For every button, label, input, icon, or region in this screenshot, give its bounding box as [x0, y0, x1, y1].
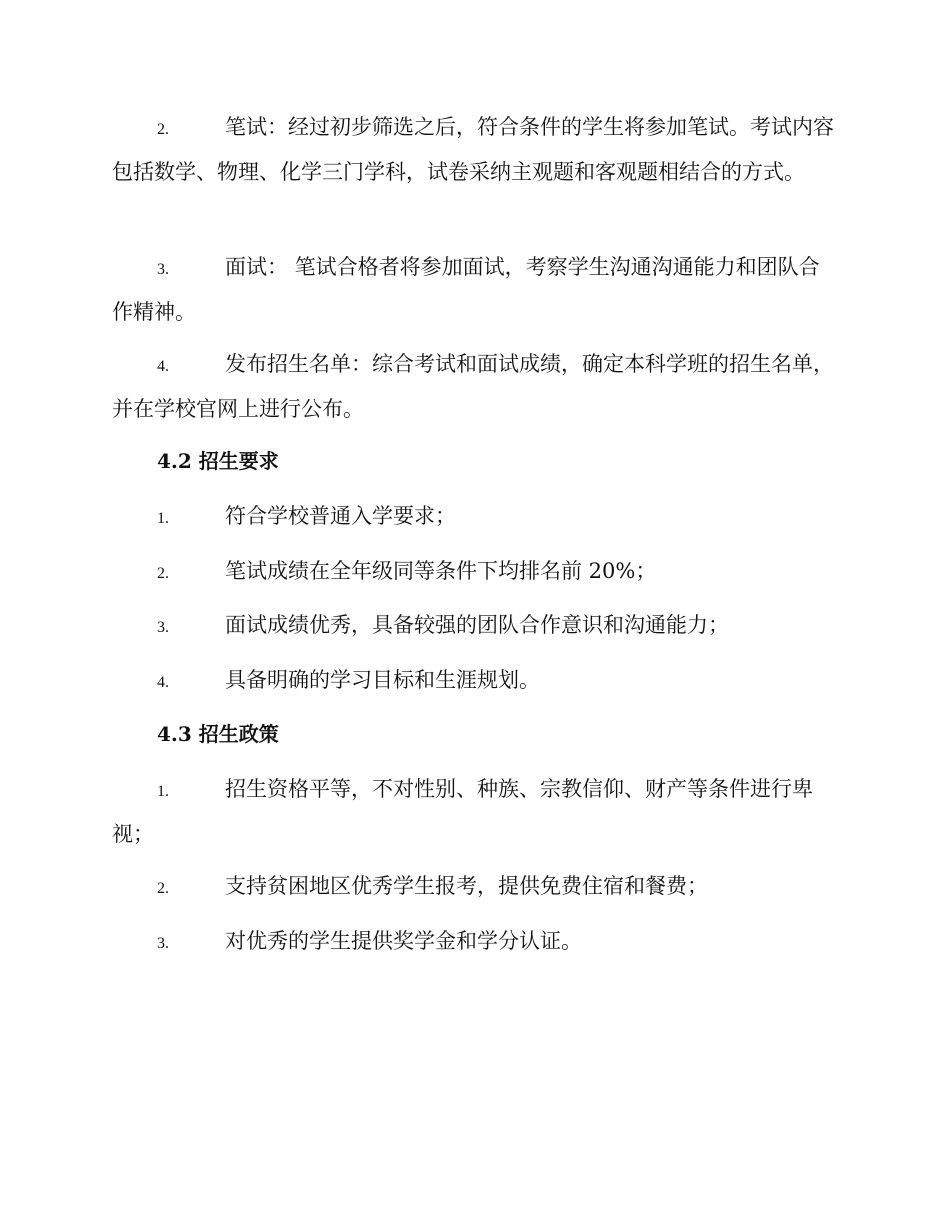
list-item — [112, 106, 840, 193]
list-text: 支持贫困地区优秀学生报考，提供免费住宿和餐费； — [225, 874, 708, 898]
list-text: 笔试成绩在全年级同等条件下均排名前 20%； — [225, 559, 657, 583]
list-number: 3. — [157, 261, 169, 278]
list-number: 1. — [157, 510, 169, 527]
list-text: 招生资格平等，不对性别、种族、宗教信仰、财产等条件进行卑视； — [112, 777, 813, 846]
list-number: 3. — [157, 935, 169, 952]
list-text: 对优秀的学生提供奖学金和学分认证。 — [225, 929, 582, 953]
list-item — [112, 659, 840, 704]
list-item — [112, 550, 840, 595]
list-item — [112, 920, 840, 965]
list-item — [112, 865, 840, 910]
list-item — [112, 495, 840, 540]
list-item — [112, 343, 840, 430]
list-number: 1. — [157, 783, 169, 800]
list-text: 发布招生名单：综合考试和面试成绩，确定本科学班的招生名单，并在学校官网上进行公布。 — [112, 352, 834, 421]
list-item — [112, 246, 840, 333]
section-heading-4-3: 4.3 招生政策 — [157, 722, 279, 746]
list-text: 符合学校普通入学要求； — [225, 504, 456, 528]
list-text: 面试： 笔试合格者将参加面试，考察学生沟通沟通能力和团队合作精神。 — [112, 255, 820, 324]
list-number: 3. — [157, 619, 169, 636]
list-number: 2. — [157, 121, 169, 138]
list-item — [112, 768, 840, 855]
list-number: 4. — [157, 674, 169, 691]
list-number: 2. — [157, 565, 169, 582]
section-heading-4-2: 4.2 招生要求 — [157, 449, 279, 473]
list-number: 2. — [157, 880, 169, 897]
list-text: 笔试：经过初步筛选之后，符合条件的学生将参加笔试。考试内容包括数学、物理、化学三门学科，试卷采纳主观题和客观题相结合的方式。 — [112, 115, 834, 184]
list-text: 具备明确的学习目标和生涯规划。 — [225, 668, 540, 692]
list-item — [112, 604, 840, 649]
list-text: 面试成绩优秀，具备较强的团队合作意识和沟通能力； — [225, 613, 729, 637]
list-number: 4. — [157, 358, 169, 375]
